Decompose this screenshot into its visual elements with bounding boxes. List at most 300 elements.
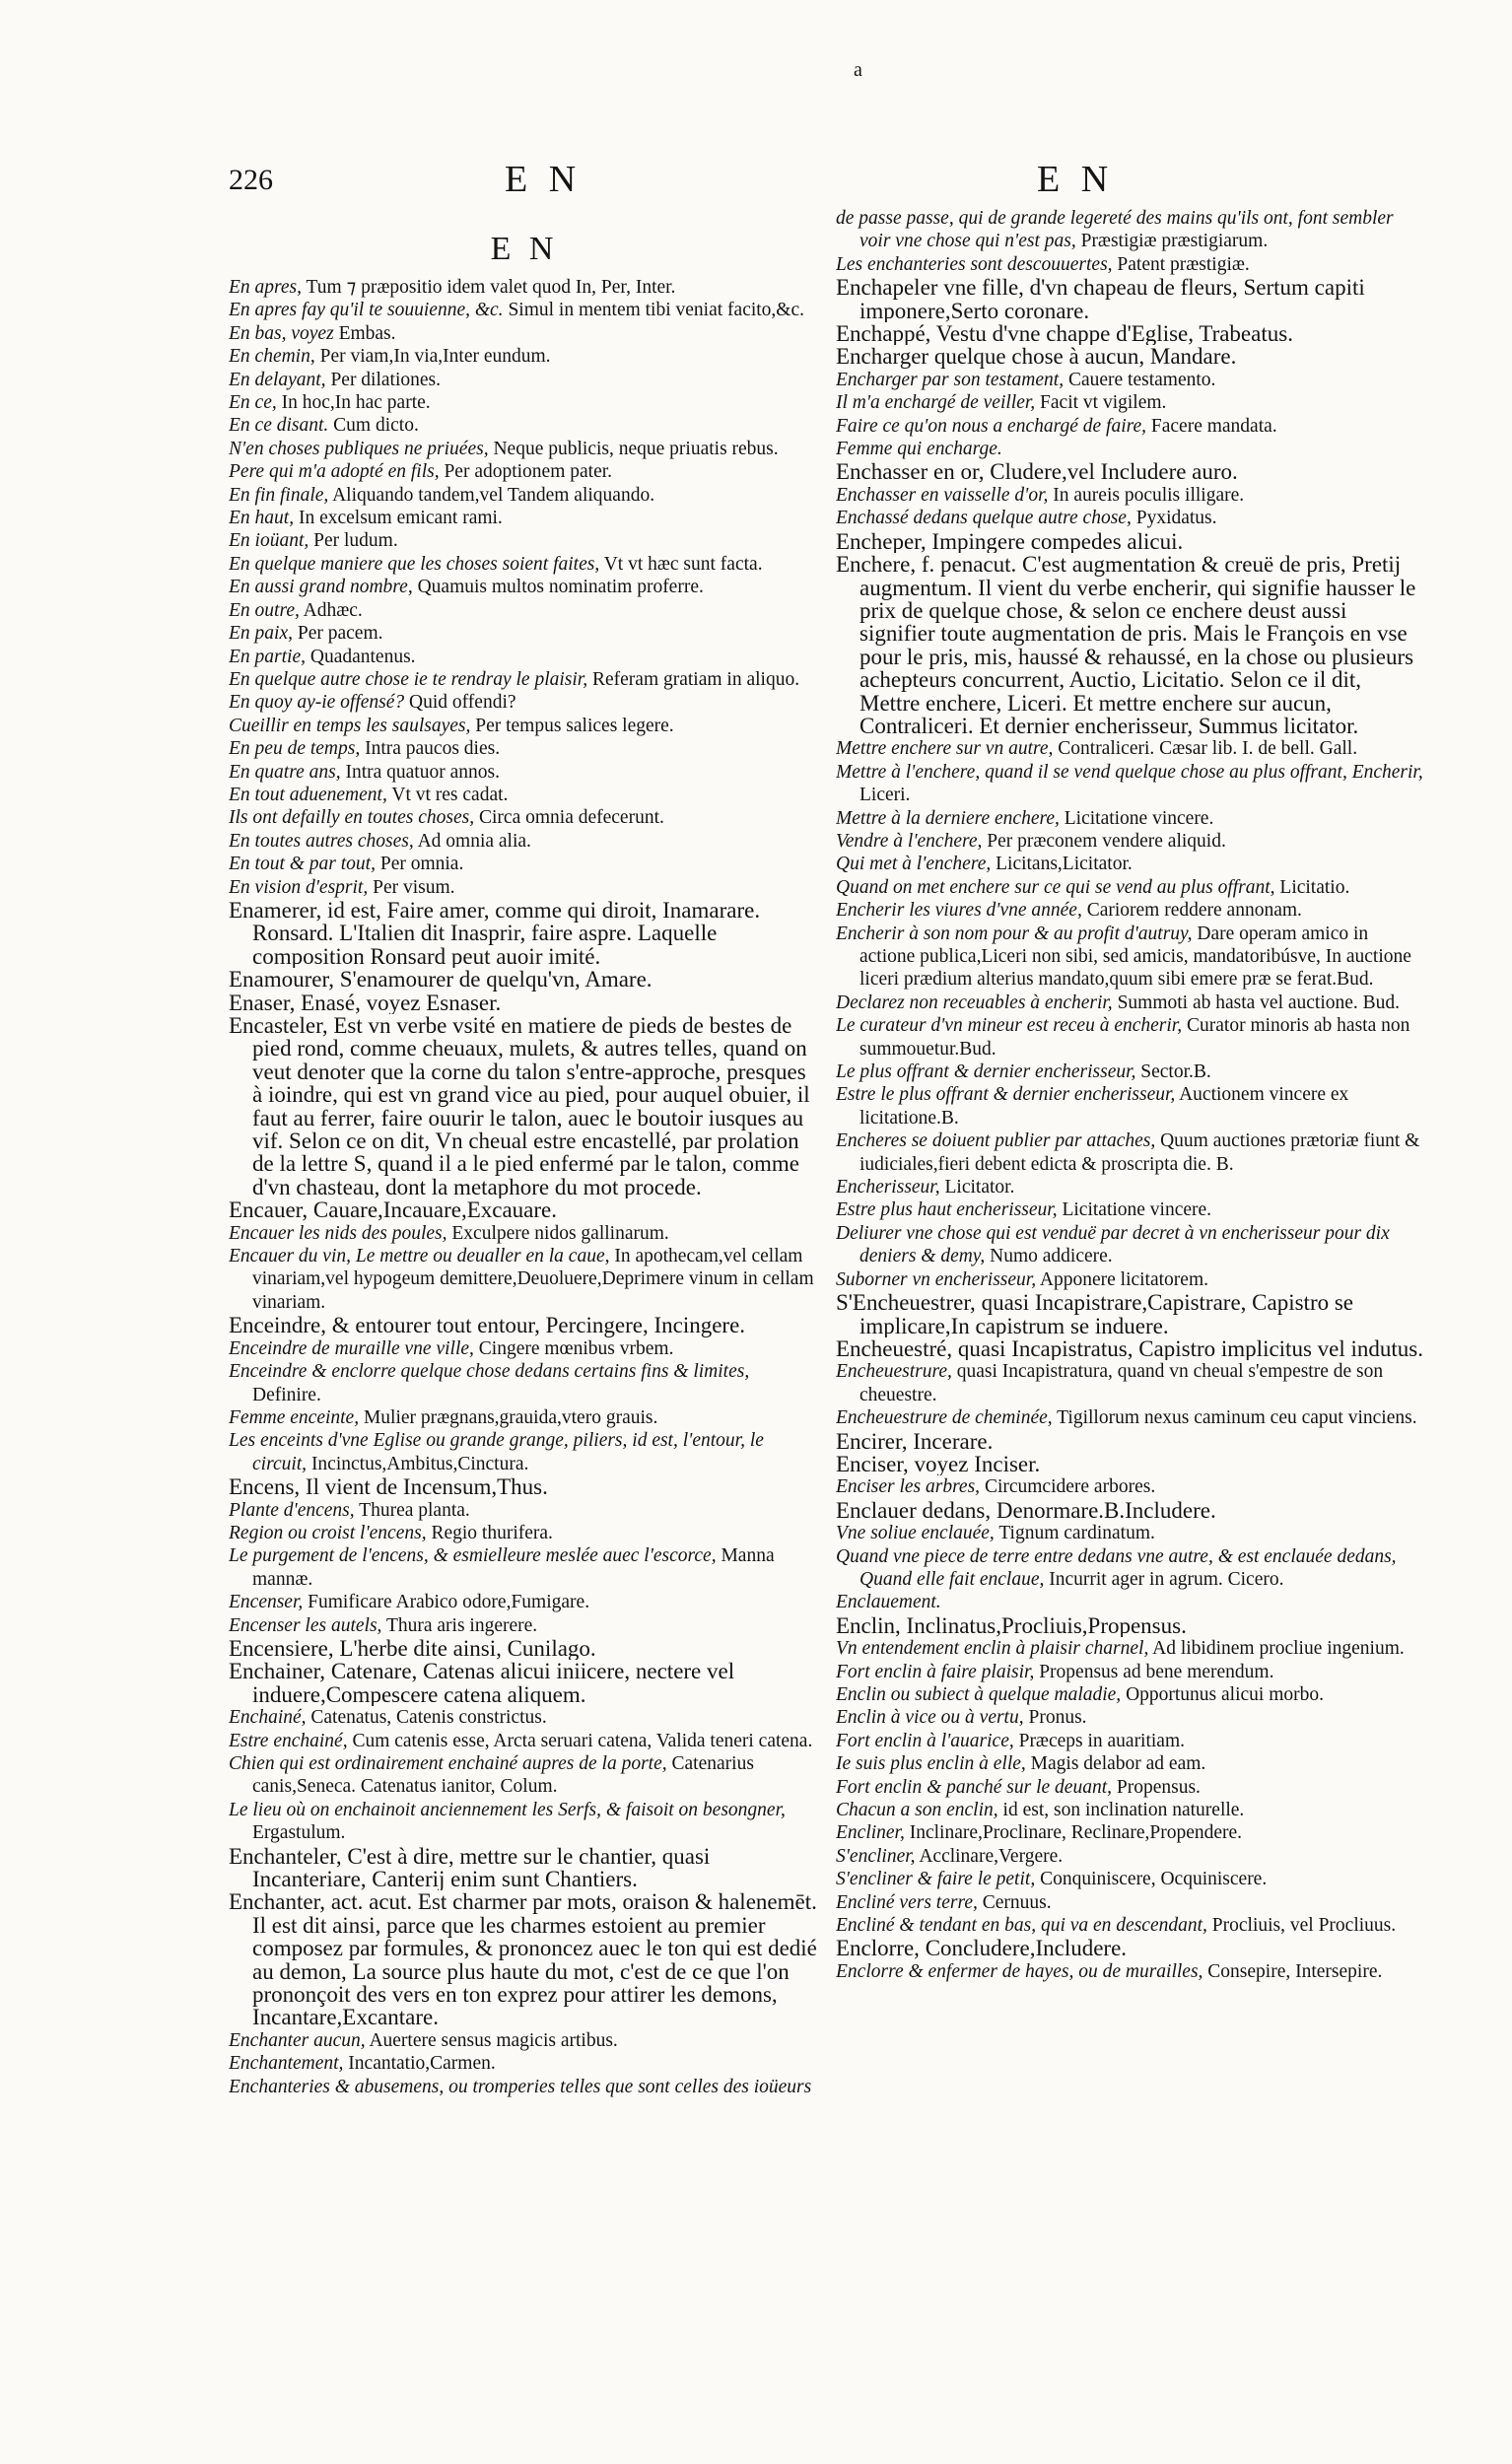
entry-headword: Enclauer [836,1498,917,1523]
entry-gloss: Liceri. [859,785,911,806]
entry-gloss: quasi Incapistratura, quand vn cheual s'empestre de son cheuestre. [859,1361,1384,1405]
entry-gloss: Vt vt res cadat. [386,784,509,805]
dictionary-entry [836,1661,1427,1683]
entry-gloss: en or, Cludere,vel Includere auro. [928,460,1238,484]
entry-headword: Enaser, Enasé, [229,991,361,1014]
entry-gloss: Propensus. [1112,1776,1201,1798]
dictionary-entry [836,207,1427,253]
entry-gloss: Adhæc. [299,599,363,621]
dictionary-entry [229,1799,820,1845]
dictionary-entry [229,784,820,806]
entry-headword: Enamourer, [229,968,335,992]
dictionary-entry [229,369,820,391]
entry-gloss: Ad libidinem procliue ingenium. [1148,1638,1405,1660]
entry-headword: Ie suis plus enclin à elle, [836,1753,1026,1775]
entry-gloss: Numo addicere. [985,1246,1113,1267]
dictionary-entry [836,1129,1427,1176]
entry-gloss: Per tempus salices legere. [470,715,674,736]
entry-gloss: Quamuis multos nominatim proferre. [412,577,704,598]
entry-headword: En tout aduenement, [229,784,387,805]
entry-headword: Femme qui encharge. [836,439,1002,460]
entry-headword: Estre plus haut encherisseur, [836,1199,1058,1221]
entry-gloss: Incurrit ager in agrum. Cicero. [1044,1568,1284,1590]
entry-headword: Qui met à l'enchere, [836,854,992,875]
dictionary-entry [229,576,820,598]
dictionary-entry [229,460,820,483]
entry-headword: Encauer du vin, Le mettre ou deualler en la caue, [229,1246,610,1267]
entry-gloss: vne fille, d'vn chapeau de fleurs, Sertum capiti imponere,Serto coronare. [859,276,1365,323]
entry-gloss: Incinctus,Ambitus,Cinctura. [307,1453,529,1474]
entry-gloss: Mulier prægnans,grauida,vtero grauis. [359,1406,658,1428]
entry-gloss: Vestu d'vne chappe d'Eglise, Trabeatus. [930,322,1293,346]
entry-headword: En apres fay qu'il te souuienne, &c. [229,300,504,321]
entry-gloss: Patent præstigiæ. [1112,253,1250,275]
entry-headword: Vn entendement enclin à plaisir charnel, [836,1638,1149,1660]
entry-gloss: Tum ⁊ præpositio idem valet quod In, Per, Inter. [302,277,676,298]
entry-headword: Fort enclin à faire plaisir, [836,1661,1035,1682]
entry-headword: Mettre à l'enchere, quand il se vend quelque chose au plus offrant, Encherir, [836,761,1423,783]
entry-gloss: Tignum cardinatum. [994,1523,1155,1544]
entry-headword: En quoy ay-ie offensé? [229,692,405,714]
dictionary-entry [836,830,1427,853]
dictionary-entry [229,668,820,691]
dictionary-entry [229,2052,820,2075]
entry-headword: Encharger par son testament, [836,369,1065,390]
dictionary-entry [229,1890,820,2028]
dictionary-entry [836,1268,1427,1291]
entry-headword: S'encliner & faire le petit, [836,1869,1036,1890]
dictionary-entry [836,1891,1427,1914]
entry-headword: Enchanteler, [229,1844,342,1869]
entry-headword: Enclin à vice ou à vertu, [836,1707,1024,1729]
dictionary-entry [229,553,820,576]
entry-gloss: L'herbe dite ainsi, Cunilago. [333,1636,596,1661]
entry-gloss: Vt vt hæc sunt facta. [599,553,763,575]
entry-headword: Le lieu où on enchainoit anciennement les Serfs, & faisoit on besongner, [229,1799,786,1820]
dictionary-entry [229,2076,820,2098]
entry-gloss: voyez Inciser. [908,1452,1041,1476]
dictionary-entry [836,761,1427,807]
dictionary-entry [836,807,1427,830]
dictionary-entry [229,1544,820,1591]
entry-headword: En vision d'esprit, [229,876,369,898]
entry-headword: de passe passe, qui de grande legereté des mains qu'ils ont, font sembler voir vne chose qui n'est pas, [836,208,1394,252]
entry-gloss: quelque chose à aucun, Mandare. [928,345,1237,369]
dictionary-entry [229,646,820,668]
entry-gloss: Per præconem vendere aliquid. [982,830,1226,852]
entry-gloss: Consepire, Intersepire. [1203,1960,1383,1982]
entry-gloss: Simul in mentem tibi veniat facito,&c. [503,300,805,321]
dictionary-entry [836,1337,1427,1360]
entry-headword: Encensiere, [229,1636,334,1661]
entry-headword: Femme enceinte, [229,1406,360,1428]
dictionary-entry [836,415,1427,438]
dictionary-entry [836,1291,1427,1337]
entry-gloss: Fumificare Arabico odore,Fumigare. [303,1592,590,1613]
dictionary-entry [836,853,1427,875]
entry-headword: Encheuestrure, [836,1361,952,1383]
entry-gloss: Intra quatuor annos. [340,761,500,783]
entry-gloss: Inclinare,Proclinare, Reclinare,Propendere. [904,1822,1243,1844]
entry-headword: Pere qui m'a adopté en fils, [229,461,440,483]
entry-gloss: In aureis poculis illigare. [1048,484,1245,506]
entry-headword: Enclauement. [836,1592,941,1613]
dictionary-entry [836,253,1427,276]
entry-headword: En fin finale, [229,484,329,506]
entry-gloss: In apothecam,vel cellam vinariam,vel hypogeum demittere,Deuoluere,Deprimere vinum in cellam vinariam. [252,1246,814,1313]
entry-gloss: Acclinare,Vergere. [915,1845,1064,1867]
entry-gloss: Est vn verbe vsité en matiere de pieds de bestes de pied rond, comme cheuaux, mulets, & autres telles, quand on veut denoter que la corne du talon s'entre-approche, presques à ioindre, qui est vn grand vice au pied, pour auquel obuier, il faut au ferrer, faire ouurir le talon, auec le boutoir iusques au vif. Selon ce on dit, Vn cheual estre encastellé, par prolation de la lettre S, quand il a le pied enfermé par le talon, comme d'vn chasteau, dont la metaphore du mot procede. [252,1014,810,1199]
entry-gloss: dedans, Denormare.B.Includere. [916,1498,1216,1523]
entry-gloss: act. acut. Est charmer par mots, oraison & halenemēt. Il est dit ainsi, parce que les charmes estoient au premier composez par formules, & prononcez auec le ton qui est dedié au demon, La source plus haute du mot, c'est de ce que l'on prononçoit des vers en ton exprez pour attirer les demons, Incantare,Excantare. [252,1890,817,2029]
entry-headword: Cueillir en temps les saulsayes, [229,715,471,736]
entry-gloss: Summoti ab hasta vel auctione. Bud. [1112,992,1401,1013]
entry-gloss: Ad omnia alia. [413,830,531,852]
entry-headword: Vendre à l'enchere, [836,830,983,852]
dictionary-entry [229,1198,820,1221]
dictionary-entry [836,737,1427,760]
entry-gloss: Sector.B. [1135,1061,1211,1083]
entry-headword: Encherisseur, [836,1177,940,1198]
entry-headword: N'en choses publiques ne priuées, [229,438,489,459]
entry-gloss: Procliuis, vel Procliuus. [1206,1915,1397,1937]
entry-gloss: Impingere compedes alicui. [926,529,1184,554]
entry-headword: Enciser les arbres, [836,1476,981,1498]
entry-headword: Le purgement de l'encens, & esmielleure meslée auec l'escorce, [229,1545,717,1567]
entry-gloss: Incantatio,Carmen. [343,2053,496,2075]
entry-headword: Les enceints d'vne Eglise ou grande grange, piliers, id est, l'entour, le circuit, [229,1430,764,1474]
dictionary-entry [836,507,1427,529]
dictionary-entry [836,276,1427,322]
entry-headword: Encasteler, [229,1014,328,1038]
entry-gloss: Tigillorum nexus caminum ceu caput vinciens. [1052,1407,1417,1429]
entry-headword: Enchasser [836,460,928,484]
dictionary-entry [229,1730,820,1752]
entry-gloss: Cariorem reddere annonam. [1081,900,1302,922]
entry-gloss: Ergastulum. [252,1822,346,1844]
dictionary-entry [836,1061,1427,1083]
dictionary-entry [229,1337,820,1360]
dictionary-entry [229,1660,820,1706]
entry-headword: Estre enchainé, [229,1730,348,1751]
dictionary-entry [836,1499,1427,1522]
entry-headword: Encherir les viures d'vne année, [836,900,1082,922]
entry-headword: En chemin, [229,346,315,368]
entry-gloss: Cum dicto. [328,415,419,437]
entry-headword: S'Encheuestrer, [836,1291,976,1316]
entry-gloss: Contraliceri. Cæsar lib. I. de bell. Gall. [1053,738,1358,760]
dictionary-entry [229,899,820,968]
entry-gloss: id est, son inclination naturelle. [997,1800,1245,1821]
entry-headword: Vne soliue enclauée, [836,1523,995,1544]
entry-gloss: Inclinatus,Procliuis,Propensus. [900,1613,1187,1638]
dictionary-entry [229,1245,820,1314]
dictionary-entry [836,460,1427,483]
entry-headword: Enclorre, [836,1937,920,1960]
dictionary-entry [229,529,820,552]
dictionary-entry [836,1014,1427,1061]
dictionary-entry [229,992,820,1014]
entry-headword: En ioüant, [229,530,309,552]
entry-gloss: Per visum. [368,876,455,898]
entry-gloss: Cum catenis esse, Arcta seruari catena, Valida teneri catena. [347,1730,813,1751]
entry-gloss: Catenarius canis,Seneca. Catenatus ianitor, Colum. [252,1753,754,1798]
dictionary-entry [836,553,1427,737]
entry-headword: Enceindre, [229,1314,326,1337]
entry-gloss: Opportunus alicui morbo. [1121,1684,1324,1705]
entry-headword: En aussi grand nombre, [229,577,413,598]
entry-gloss: Per omnia. [375,854,464,875]
entry-gloss: Per viam,In via,Inter eundum. [314,346,551,368]
dictionary-entry [836,1845,1427,1868]
dictionary-entry [229,1637,820,1660]
entry-headword: Enceindre & enclorre quelque chose dedans certains fins & limites, [229,1361,750,1383]
entry-gloss: Magis delabor ad eam. [1025,1753,1206,1775]
dictionary-entry [229,876,820,899]
dictionary-entry [836,1360,1427,1406]
entry-gloss: Thura aris ingerere. [381,1614,538,1636]
dictionary-entry [229,299,820,321]
entry-gloss: & entourer tout entour, Percingere, Incingere. [325,1314,746,1337]
entry-gloss: Aliquando tandem,vel Tandem aliquando. [328,484,655,506]
entry-gloss: Cauare,Incauare,Excauare. [308,1198,557,1222]
entry-headword: En delayant, [229,369,326,390]
entry-gloss: Definire. [252,1384,321,1405]
entry-gloss: Præstigiæ præstigiarum. [1075,231,1269,252]
dictionary-entry [229,1314,820,1336]
entry-gloss: Circumcidere arbores. [980,1476,1156,1498]
entry-headword: Chacun a son enclin, [836,1800,998,1821]
dictionary-entry [229,1614,820,1637]
dictionary-entry [229,1752,820,1799]
running-head-left: E N [505,159,583,200]
entry-gloss: Regio thurifera. [426,1522,553,1543]
entry-headword: Region ou croist l'encens, [229,1522,427,1543]
dictionary-entry [836,1453,1427,1475]
entry-headword: En outre, [229,599,300,621]
entry-headword: En ce disant. [229,415,329,437]
dictionary-entry [836,899,1427,922]
dictionary-entry [836,1683,1427,1706]
entry-headword: Le curateur d'vn mineur est receu à encherir, [836,1015,1183,1037]
entry-gloss: Per adoptionem pater. [439,461,613,483]
entry-gloss: Pronus. [1023,1707,1087,1729]
entry-headword: Encenser, [229,1592,304,1613]
entry-gloss: Propensus ad bene merendum. [1034,1661,1274,1682]
entry-headword: En toutes autres choses, [229,830,414,852]
entry-headword: Deliurer vne chose qui est venduë par decret à vn encherisseur pour dix deniers & demy, [836,1222,1390,1267]
entry-gloss: Præceps in auaritiam. [1013,1730,1186,1751]
entry-gloss: Auctionem vincere ex licitatione.B. [859,1084,1349,1129]
entry-headword: Enclin ou subiect à quelque maladie, [836,1684,1122,1705]
entry-gloss: Exculpere nidos gallinarum. [447,1222,669,1244]
entry-headword: En ce, [229,392,277,414]
dictionary-entry [836,1637,1427,1660]
dictionary-entry [836,1706,1427,1729]
entry-headword: Plante d'encens, [229,1499,355,1521]
entry-headword: Il m'a enchargé de veiller, [836,392,1036,414]
entry-gloss: Pyxidatus. [1131,508,1217,529]
dictionary-entry [229,1222,820,1245]
entry-headword: Declarez non receuables à encherir, [836,992,1113,1013]
dictionary-entry [229,484,820,507]
dictionary-entry [836,1475,1427,1498]
entry-gloss: Per ludum. [309,530,398,552]
dictionary-entry [229,715,820,737]
entry-headword: Les enchanteries sont descouuertes, [836,253,1113,275]
entry-gloss: In excelsum emicant rami. [294,508,503,529]
entry-gloss: f. penacut. C'est augmentation & creuë de pris, Pretij augmentum. Il vient du verbe encherir, qui signifie hausser le prix de quelque chose, & selon ce enchere deust aussi signifier toute augmentation de pris. Mais le François en vse pour le pris, mis, haussé & rehaussé, en la chose ou plusieurs achepteurs concurrent, Auctio, Licitatio. Selon ce il dit, Mettre enchere, Liceri. Et mettre enchere sur aucun, Contraliceri. Et dernier encherisseur, Summus licitator. [859,553,1416,738]
dictionary-entry [229,1429,820,1475]
dictionary-entry [229,968,820,991]
dictionary-entry [836,1937,1427,1959]
entry-headword: En quelque autre chose ie te rendray le plaisir, [229,668,588,690]
dictionary-entry [229,1845,820,1891]
entry-headword: Ils ont defailly en toutes choses, [229,807,475,829]
dictionary-entry [229,438,820,460]
entry-gloss: Conquiniscere, Ocquiniscere. [1035,1869,1268,1890]
entry-headword: Encliner, [836,1822,905,1844]
dictionary-entry [229,276,820,299]
entry-headword: Chien qui est ordinairement enchainé aupres de la porte, [229,1753,667,1774]
dictionary-entry [836,1222,1427,1268]
entry-gloss: Cauere testamento. [1064,369,1216,390]
dictionary-entry [836,1591,1427,1613]
entry-gloss: Apponere licitatorem. [1036,1268,1208,1290]
dictionary-entry [229,761,820,784]
entry-gloss: Facit vt vigilem. [1035,392,1167,414]
entry-headword: Estre le plus offrant & dernier encherisseur, [836,1084,1176,1106]
entry-headword: Enchantement, [229,2053,344,2075]
entry-headword: Mettre à la derniere enchere, [836,807,1060,829]
entry-gloss: Intra paucos dies. [360,738,501,760]
dictionary-entry [229,1406,820,1429]
dictionary-entry [836,1868,1427,1890]
entry-gloss: Incerare. [907,1429,994,1453]
entry-gloss: Manna mannæ. [252,1545,775,1590]
signature-mark: a [854,59,862,81]
dictionary-entry [229,599,820,622]
dictionary-entry [836,876,1427,899]
entry-headword: Encheuestré, [836,1336,953,1361]
dictionary-entry [836,484,1427,507]
dictionary-entry [229,830,820,853]
dictionary-entry [836,1545,1427,1592]
dictionary-entry [229,322,820,345]
entry-gloss: Quid offendi? [404,692,516,714]
entry-headword: En haut, [229,508,295,529]
dictionary-entry [836,992,1427,1014]
entry-gloss: Il vient de Incensum,Thus. [300,1475,548,1499]
entry-headword: Encirer, [836,1429,908,1453]
entry-headword: Encliné vers terre, [836,1891,978,1913]
dictionary-entry [229,1591,820,1613]
dictionary-entry [836,1614,1427,1637]
entry-headword: Encauer les nids des poules, [229,1222,447,1244]
dictionary-entry [836,530,1427,553]
entry-headword: En peu de temps, [229,738,361,760]
dictionary-entry [836,1730,1427,1752]
dictionary-entry [229,853,820,875]
entry-gloss: quasi Incapistratus, Capistro implicitus vel indutus. [952,1336,1423,1361]
entry-gloss: Quadantenus. [306,646,416,667]
entry-headword: Faire ce qu'on nous a enchargé de faire, [836,415,1147,437]
entry-gloss: Referam gratiam in aliquo. [587,668,800,690]
entry-headword: Enciser, [836,1452,909,1476]
entry-gloss: In hoc,In hac parte. [276,392,431,414]
entry-gloss: Facere mandata. [1146,415,1277,437]
entry-headword: Encharger [836,345,929,369]
entry-headword: Fort enclin à l'auarice, [836,1730,1014,1751]
entry-gloss: Dare operam amico in actione publica,Liceri non sibi, sed amicis, mandatoribúsve, In auctione liceri prædium alterius mandato,quum sibi emere præ se ferat.Bud. [859,923,1411,991]
dictionary-entry [836,1522,1427,1544]
entry-gloss: quasi Incapistrare,Capistrare, Capistro se implicare,In capistrum se induere. [859,1291,1354,1337]
entry-gloss: Cernuus. [977,1891,1052,1913]
entry-headword: Enchappé, [836,322,931,346]
entry-headword: Mettre enchere sur vn autre, [836,738,1054,760]
entry-gloss: Licitatio. [1274,876,1350,898]
entry-headword: Enchainé, [229,1707,307,1729]
dictionary-entry [229,1706,820,1729]
dictionary-entry [229,507,820,529]
entry-gloss: Curator minoris ab hasta non summouetur.Bud. [859,1015,1410,1060]
dictionary-entry [836,1776,1427,1799]
dictionary-entry [229,737,820,760]
entry-headword: Encens, [229,1475,301,1499]
entry-headword: En apres, [229,277,303,298]
entry-gloss: Catenare, Catenas alicui iniicere, nectere vel induere,Compescere catena aliquem. [252,1660,735,1707]
entry-headword: Encherir à son nom pour & au profit d'autruy, [836,923,1193,944]
entry-headword: Quand vne piece de terre entre dedans vne autre, & est enclauée dedans, Quand elle fait enclaue, [836,1545,1397,1590]
dictionary-entry [229,2029,820,2052]
dictionary-entry [836,438,1427,460]
entry-headword: Encheres se doiuent publier par attaches, [836,1130,1156,1152]
dictionary-entry [836,345,1427,368]
entry-headword: S'encliner, [836,1845,916,1867]
entry-gloss: Concludere,Includere. [919,1937,1128,1960]
dictionary-entry [229,622,820,645]
entry-headword: Enclorre & enfermer de hayes, ou de murailles, [836,1960,1203,1982]
dictionary-entry [836,1176,1427,1198]
dictionary-entry [229,1475,820,1498]
entry-headword: Enchassé dedans quelque autre chose, [836,508,1132,529]
dictionary-entry [836,1198,1427,1221]
entry-gloss: Licitator. [939,1177,1015,1198]
entry-headword: En bas, voyez [229,322,334,344]
entry-headword: Enchanteries & abusemens, ou tromperies telles que sont celles des ioüeurs [229,2076,812,2097]
entry-gloss: S'enamourer de quelqu'vn, Amare. [334,968,653,992]
entry-gloss: Quum auctiones prætoriæ fiunt & iudiciales,fieri debent edicta & proscripta die. B. [859,1130,1420,1175]
entry-headword: Enchasser en vaisselle d'or, [836,484,1049,506]
entry-headword: Encauer, [229,1198,309,1222]
dictionary-entry [836,923,1427,992]
entry-gloss: Embas. [333,322,396,344]
running-head-right: E N [1037,159,1115,200]
entry-gloss: Thurea planta. [354,1499,470,1521]
entry-headword: Enamerer, [229,898,322,923]
entry-gloss: Catenatus, Catenis constrictus. [306,1707,547,1729]
entry-gloss: Cingere mœnibus vrbem. [473,1337,674,1359]
dictionary-entry [836,369,1427,391]
dictionary-entry [836,1799,1427,1821]
entry-headword: Fort enclin & panché sur le deuant, [836,1776,1112,1798]
dictionary-entry [229,391,820,414]
entry-headword: Le plus offrant & dernier encherisseur, [836,1061,1136,1083]
dictionary-entry [229,1522,820,1544]
entry-headword: Suborner vn encherisseur, [836,1268,1037,1290]
entry-gloss: Per pacem. [292,623,383,645]
entry-headword: En partie, [229,646,306,667]
